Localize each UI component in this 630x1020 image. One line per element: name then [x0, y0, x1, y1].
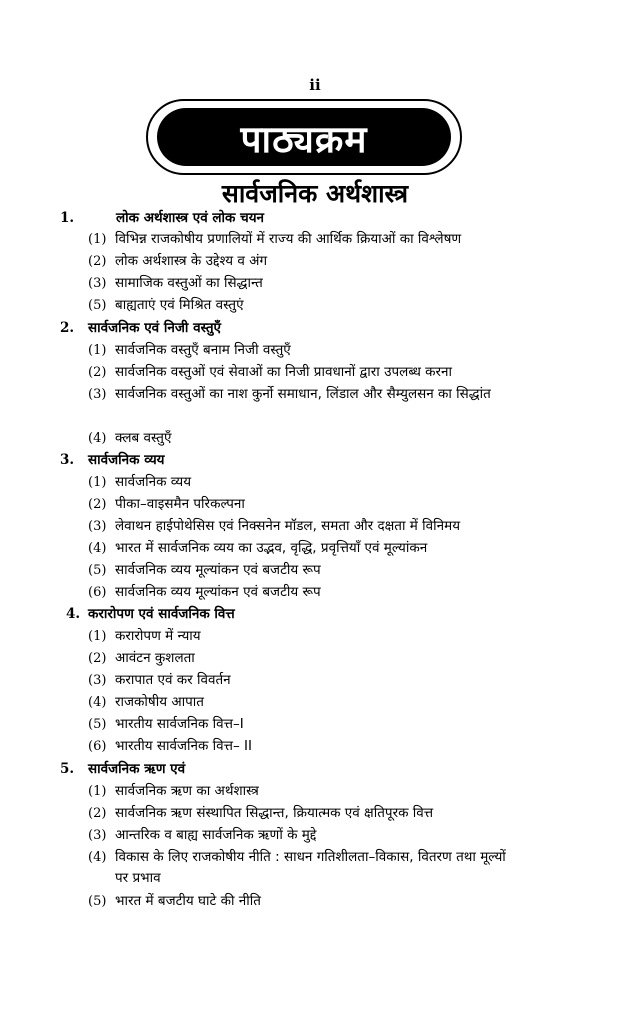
item-number: (5): [88, 563, 107, 578]
item-number: (3): [88, 673, 107, 688]
item-text: आवंटन कुशलता: [115, 650, 195, 666]
section-title: सार्वजनिक व्यय: [88, 452, 165, 468]
list-item: [88, 560, 578, 581]
page-title: पाठ्यक्रम: [240, 117, 368, 161]
item-number: (1): [88, 232, 107, 247]
item-number: (2): [88, 254, 107, 269]
section-number: 1.: [60, 210, 75, 226]
list-item: [88, 626, 578, 647]
item-text: सार्वजनिक ऋण संस्थापित सिद्धान्त, क्रियात्मक एवं क्षतिपूरक वित्त: [115, 805, 434, 821]
list-item: [88, 670, 578, 691]
list-item: [88, 714, 578, 735]
list-item: [88, 538, 578, 559]
list-item: [88, 891, 578, 912]
item-number: (4): [88, 431, 107, 446]
list-item: [88, 803, 578, 824]
item-text: सामाजिक वस्तुओं का सिद्धान्त: [115, 275, 263, 291]
list-item: [88, 295, 578, 316]
item-text: भारत में सार्वजनिक व्यय का उद्भव, वृद्धि, प्रवृत्तियाँ एवं मूल्यांकन: [115, 540, 428, 556]
item-text: लेवाथन हाईपोथेसिस एवं निक्सनेन मॉडल, समता और दक्षता में विनिमय: [115, 518, 461, 534]
item-text: करारोपण में न्याय: [115, 628, 201, 644]
item-number: (6): [88, 739, 107, 754]
item-number: (5): [88, 894, 107, 909]
item-number: (3): [88, 519, 107, 534]
item-text: सार्वजनिक व्यय मूल्यांकन एवं बजटीय रूप: [115, 584, 321, 600]
list-item: [88, 340, 578, 361]
item-number: (2): [88, 651, 107, 666]
subject-title: सार्वजनिक अर्थशास्त्र: [221, 179, 409, 208]
list-item: [88, 847, 508, 889]
list-item: [88, 472, 578, 493]
item-text: विभिन्न राजकोषीय प्रणालियों में राज्य की आर्थिक क्रियाओं का विश्लेषण: [115, 231, 462, 247]
item-text: विकास के लिए राजकोषीय नीति : साधन गतिशीलता–विकास, वितरण तथा मूल्यों पर प्रभाव: [115, 849, 506, 886]
item-text: राजकोषीय आपात: [115, 694, 204, 710]
item-number: (6): [88, 585, 107, 600]
section-title: करारोपण एवं सार्वजनिक वित्त: [88, 606, 235, 622]
list-item: [88, 516, 578, 537]
item-text: लोक अर्थशास्त्र के उद्देश्य व अंग: [115, 253, 268, 269]
item-number: (2): [88, 497, 107, 512]
item-number: (4): [88, 695, 107, 710]
item-text: भारतीय सार्वजनिक वित्त– II: [115, 738, 252, 754]
item-number: (2): [88, 365, 107, 380]
list-item: [88, 582, 578, 603]
list-item: [88, 362, 578, 383]
item-text: बाह्यताएं एवं मिश्रित वस्तुएं: [115, 297, 244, 313]
section-number: 5.: [60, 761, 75, 777]
list-item: [88, 648, 578, 669]
title-banner: [146, 99, 462, 175]
item-number: (3): [88, 828, 107, 843]
item-number: (1): [88, 784, 107, 799]
list-item: [88, 494, 578, 515]
title-banner-fill: [157, 108, 451, 166]
section-title: सार्वजनिक एवं निजी वस्तुएँ: [88, 320, 221, 336]
section-number: 2.: [60, 320, 75, 336]
item-text: क्लब वस्तुएँ: [115, 430, 172, 446]
list-item: [88, 229, 578, 250]
item-text: आन्तरिक व बाह्य सार्वजनिक ऋणों के मुद्दे: [115, 827, 317, 843]
item-text: पीका–वाइसमैन परिकल्पना: [115, 496, 245, 512]
page-number: ii: [309, 76, 321, 94]
item-number: (3): [88, 276, 107, 291]
section-number: 3.: [60, 452, 75, 468]
item-number: (3): [88, 387, 107, 402]
item-number: (5): [88, 717, 107, 732]
list-item: [88, 273, 578, 294]
item-number: (1): [88, 475, 107, 490]
item-number: (4): [88, 850, 107, 865]
list-item: [88, 781, 578, 802]
list-item: [88, 251, 578, 272]
item-number: (5): [88, 298, 107, 313]
item-number: (1): [88, 629, 107, 644]
item-text: सार्वजनिक वस्तुओं एवं सेवाओं का निजी प्रावधानों द्वारा उपलब्ध करना: [115, 364, 453, 380]
item-text: सार्वजनिक वस्तुओं का नाश कुर्नो समाधान, लिंडाल और सैम्युलसन का सिद्धांत: [115, 386, 491, 402]
item-text: सार्वजनिक ऋण का अर्थशास्त्र: [115, 783, 259, 799]
section-title: लोक अर्थशास्त्र एवं लोक चयन: [116, 210, 265, 226]
list-item: [88, 692, 578, 713]
item-text: भारत में बजटीय घाटे की नीति: [115, 893, 261, 909]
list-item: [88, 384, 578, 405]
item-text: सार्वजनिक वस्तुएँ बनाम निजी वस्तुएँ: [115, 342, 291, 358]
list-item: [88, 736, 578, 757]
item-number: (2): [88, 806, 107, 821]
item-text: सार्वजनिक व्यय: [115, 474, 192, 490]
item-number: (1): [88, 343, 107, 358]
section-number: 4.: [66, 606, 81, 622]
item-text: भारतीय सार्वजनिक वित्त–I: [115, 716, 244, 732]
item-text: करापात एवं कर विवर्तन: [115, 672, 231, 688]
list-item: [88, 825, 578, 846]
list-item: [88, 428, 578, 449]
section-title: सार्वजनिक ऋण एवं: [88, 761, 186, 777]
item-number: (4): [88, 541, 107, 556]
item-text: सार्वजनिक व्यय मूल्यांकन एवं बजटीय रूप: [115, 562, 321, 578]
